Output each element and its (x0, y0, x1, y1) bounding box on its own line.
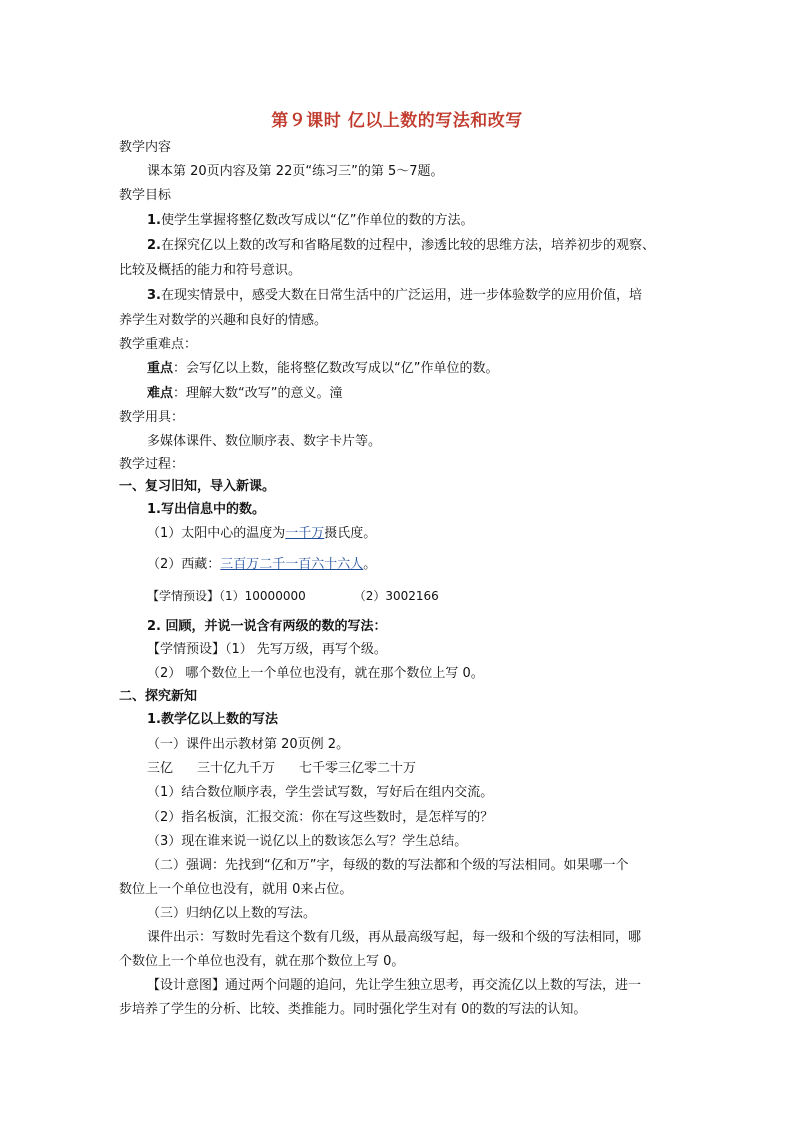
content-text: 课本第 20页内容及第 22页“练习三”的第 5～7题。 (147, 164, 444, 179)
summary-step: （三）归纳亿以上数的写法。 (147, 906, 317, 921)
part-1-item-2-heading: 2. 回顾，并说一说含有两级的数的写法： (147, 619, 387, 634)
courseware-line-1: 课件出示：写数时先看这个数有几级，再从最高级写起，每一级和个级的写法相同，哪 (147, 930, 642, 945)
design-intent-text: 通过两个问题的追问，先让学生独立思考，再交流亿以上数的写法，进一 (225, 978, 642, 993)
lesson-title: 第９课时 亿以上数的写法和改写 (271, 111, 523, 131)
goal-1 (147, 213, 473, 229)
key-points-heading: 教学重难点： (119, 337, 198, 352)
question-2-prefix: （2）西藏： (147, 557, 221, 572)
difficult-point-text: ：理解大数“改写”的意义。潼 (173, 386, 343, 401)
goal-3-continued: 养学生对数学的兴趣和良好的情感。 (119, 313, 328, 328)
goal-3-number: 3. (147, 288, 161, 303)
part-1-item-1-heading: 1.写出信息中的数。 (147, 502, 265, 517)
tools-heading: 教学用具： (119, 410, 185, 425)
question-1 (147, 526, 376, 542)
preset-2-label: 【学情预设】 (147, 642, 226, 657)
goal-2 (147, 238, 655, 254)
goal-3 (147, 288, 642, 304)
step-3: （3）现在谁来说一说亿以上的数该怎么写？学生总结。 (147, 834, 468, 849)
step-show-example: （一）课件出示教材第 20页例 2。 (147, 737, 350, 752)
goal-2-continued: 比较及概括的能力和符号意识。 (119, 263, 302, 278)
goals-heading: 教学目标 (119, 188, 172, 203)
process-heading: 教学过程： (119, 457, 185, 472)
example-1: 三亿 (147, 761, 174, 776)
preset-1-a: （1）10000000 (219, 589, 306, 603)
preset-answer-2b: （2） 哪个数位上一个单位也没有，就在那个数位上写 0。 (147, 666, 484, 681)
key-point-text: ：会写亿以上数，能将整亿数改写成以“亿”作单位的数。 (173, 361, 499, 376)
emphasis-line-1: （二）强调：先找到“亿和万”字，每级的数的写法都和个级的写法相同。如果哪一个 (147, 858, 629, 873)
preset-1-b: （2）3002166 (353, 589, 439, 603)
goal-1-text: 使学生掌握将整亿数改写成以“亿”作单位的数的方法。 (160, 213, 474, 228)
example-numbers (147, 761, 416, 777)
part-2-heading: 二、探究新知 (119, 689, 198, 704)
question-1-answer-blank: 一千万 (285, 526, 325, 541)
courseware-line-2: 个数位上一个单位也没有，就在那个数位上写 0。 (119, 954, 405, 969)
design-intent-continued: 步培养了学生的分析、比较、类推能力。同时强化学生对有 0的数的写法的认知。 (119, 1002, 587, 1017)
question-1-suffix: 摄氏度。 (324, 526, 377, 541)
preset-1-label: 【学情预设】 (147, 589, 220, 603)
example-2: 三十亿九千万 (197, 761, 276, 776)
difficult-point (147, 386, 343, 402)
preset-answer-1 (147, 588, 439, 604)
goal-2-number: 2. (147, 238, 161, 253)
preset-2-a: （1） 先写万级，再写个级。 (225, 642, 387, 657)
key-point (147, 361, 499, 377)
goal-3-text: 在现实情景中，感受大数在日常生活中的广泛运用，进一步体验数学的应用价值，培 (160, 288, 642, 303)
step-1: （1）结合数位顺序表，学生尝试写数，写好后在组内交流。 (147, 785, 494, 800)
part-2-item-1-heading: 1.教学亿以上数的写法 (147, 712, 278, 727)
emphasis-line-2: 数位上一个单位也没有，就用 0来占位。 (119, 882, 353, 897)
question-2 (147, 557, 376, 573)
preset-answer-2 (147, 642, 387, 658)
part-1-heading: 一、复习旧知，导入新课。 (119, 479, 276, 494)
design-intent-label: 【设计意图】 (147, 978, 226, 993)
goal-2-text: 在探究亿以上数的改写和省略尾数的过程中，渗透比较的思维方法，培养初步的观察、 (160, 238, 655, 253)
example-3: 七千零三亿零二十万 (299, 761, 417, 776)
tools-text: 多媒体课件、数位顺序表、数字卡片等。 (147, 434, 382, 449)
difficult-point-label: 难点 (147, 386, 174, 401)
step-2: （2）指名板演，汇报交流：你在写这些数时，是怎样写的？ (147, 810, 494, 825)
goal-1-number: 1. (147, 213, 161, 228)
question-2-suffix: 。 (363, 557, 377, 572)
design-intent (147, 978, 641, 994)
question-1-prefix: （1）太阳中心的温度为 (147, 526, 286, 541)
question-2-answer-blank: 三百万二千一百六十六人 (220, 557, 364, 572)
content-heading: 教学内容 (119, 140, 172, 155)
key-point-label: 重点 (147, 361, 174, 376)
